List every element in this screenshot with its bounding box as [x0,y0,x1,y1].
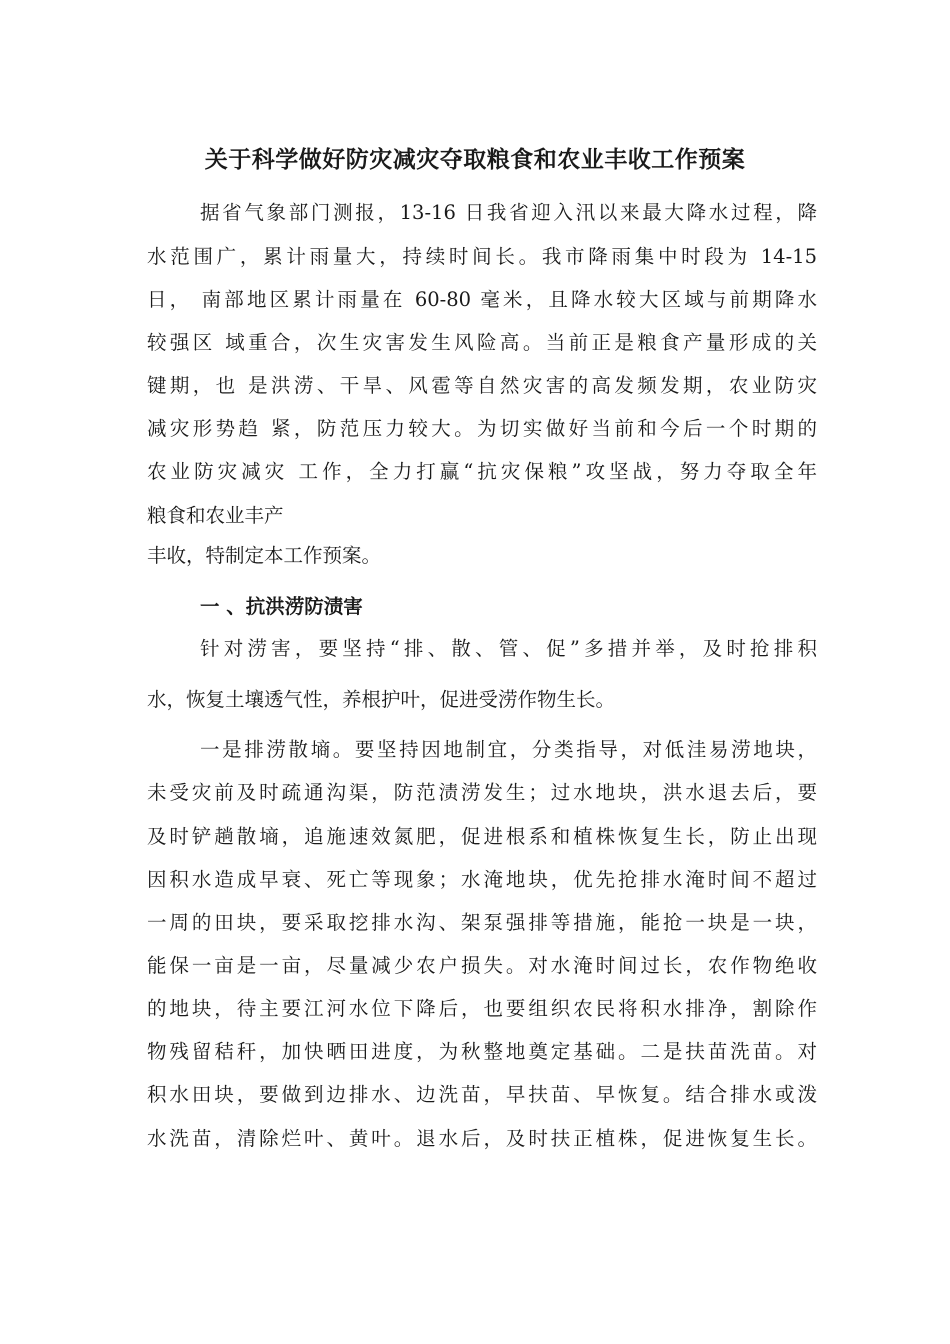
intro-line: 据省气象部门测报，13-16 日我省迎入汛以来最大降水过程，降 [200,201,817,224]
section1-para2-line: 及时铲趟散墒，追施速效氮肥，促进根系和植株恢复生长，防止出现 [147,825,817,848]
section1-para2-line: 的地块，待主要江河水位下降后，也要组织农民将积水排净，割除作 [147,997,817,1020]
section-heading: 一 、抗洪涝防渍害 [200,595,363,618]
section1-para2-line: 水洗苗，清除烂叶、黄叶。退水后，及时扶正植株，促进恢复生长。 [147,1127,817,1150]
section1-para2-line: 积水田块，要做到边排水、边洗苗，早扶苗、早恢复。结合排水或泼 [147,1083,817,1106]
section1-para1-line: 水，恢复土壤透气性，养根护叶，促进受涝作物生长。 [147,688,616,711]
section1-para2-line: 一周的田块，要采取挖排水沟、架泵强排等措施，能抢一块是一块， [147,911,817,934]
intro-line: 农业防灾减灾 工作，全力打赢“抗灾保粮”攻坚战，努力夺取全年 [147,460,817,483]
section1-para1-line: 针对涝害，要坚持“排、散、管、促”多措并举，及时抢排积 [200,637,817,660]
intro-line: 丰收，特制定本工作预案。 [147,544,382,567]
section1-para2-line: 未受灾前及时疏通沟渠，防范渍涝发生；过水地块，洪水退去后，要 [147,781,817,804]
intro-line: 键期，也 是洪涝、干旱、风雹等自然灾害的高发频发期，农业防灾 [147,374,817,397]
intro-line: 减灾形势趋 紧，防范压力较大。为切实做好当前和今后一个时期的 [147,417,817,440]
section1-para2-line: 一是排涝散墒。要坚持因地制宜，分类指导，对低洼易涝地块， [200,738,817,761]
intro-line: 日， 南部地区累计雨量在 60-80 毫米，且降水较大区域与前期降水 [147,288,817,311]
section1-para2-line: 物残留秸秆，加快晒田进度，为秋整地奠定基础。二是扶苗洗苗。对 [147,1040,817,1063]
document-title: 关于科学做好防灾减灾夺取粮食和农业丰收工作预案 [204,147,746,173]
intro-line: 较强区 域重合，次生灾害发生风险高。当前正是粮食产量形成的关 [147,331,817,354]
intro-line: 水范围广，累计雨量大，持续时间长。我市降雨集中时段为 14-15 [147,245,817,268]
intro-line: 粮食和农业丰产 [147,504,284,527]
section1-para2-line: 因积水造成早衰、死亡等现象；水淹地块，优先抢排水淹时间不超过 [147,868,817,891]
section1-para2-line: 能保一亩是一亩，尽量减少农户损失。对水淹时间过长，农作物绝收 [147,954,817,977]
